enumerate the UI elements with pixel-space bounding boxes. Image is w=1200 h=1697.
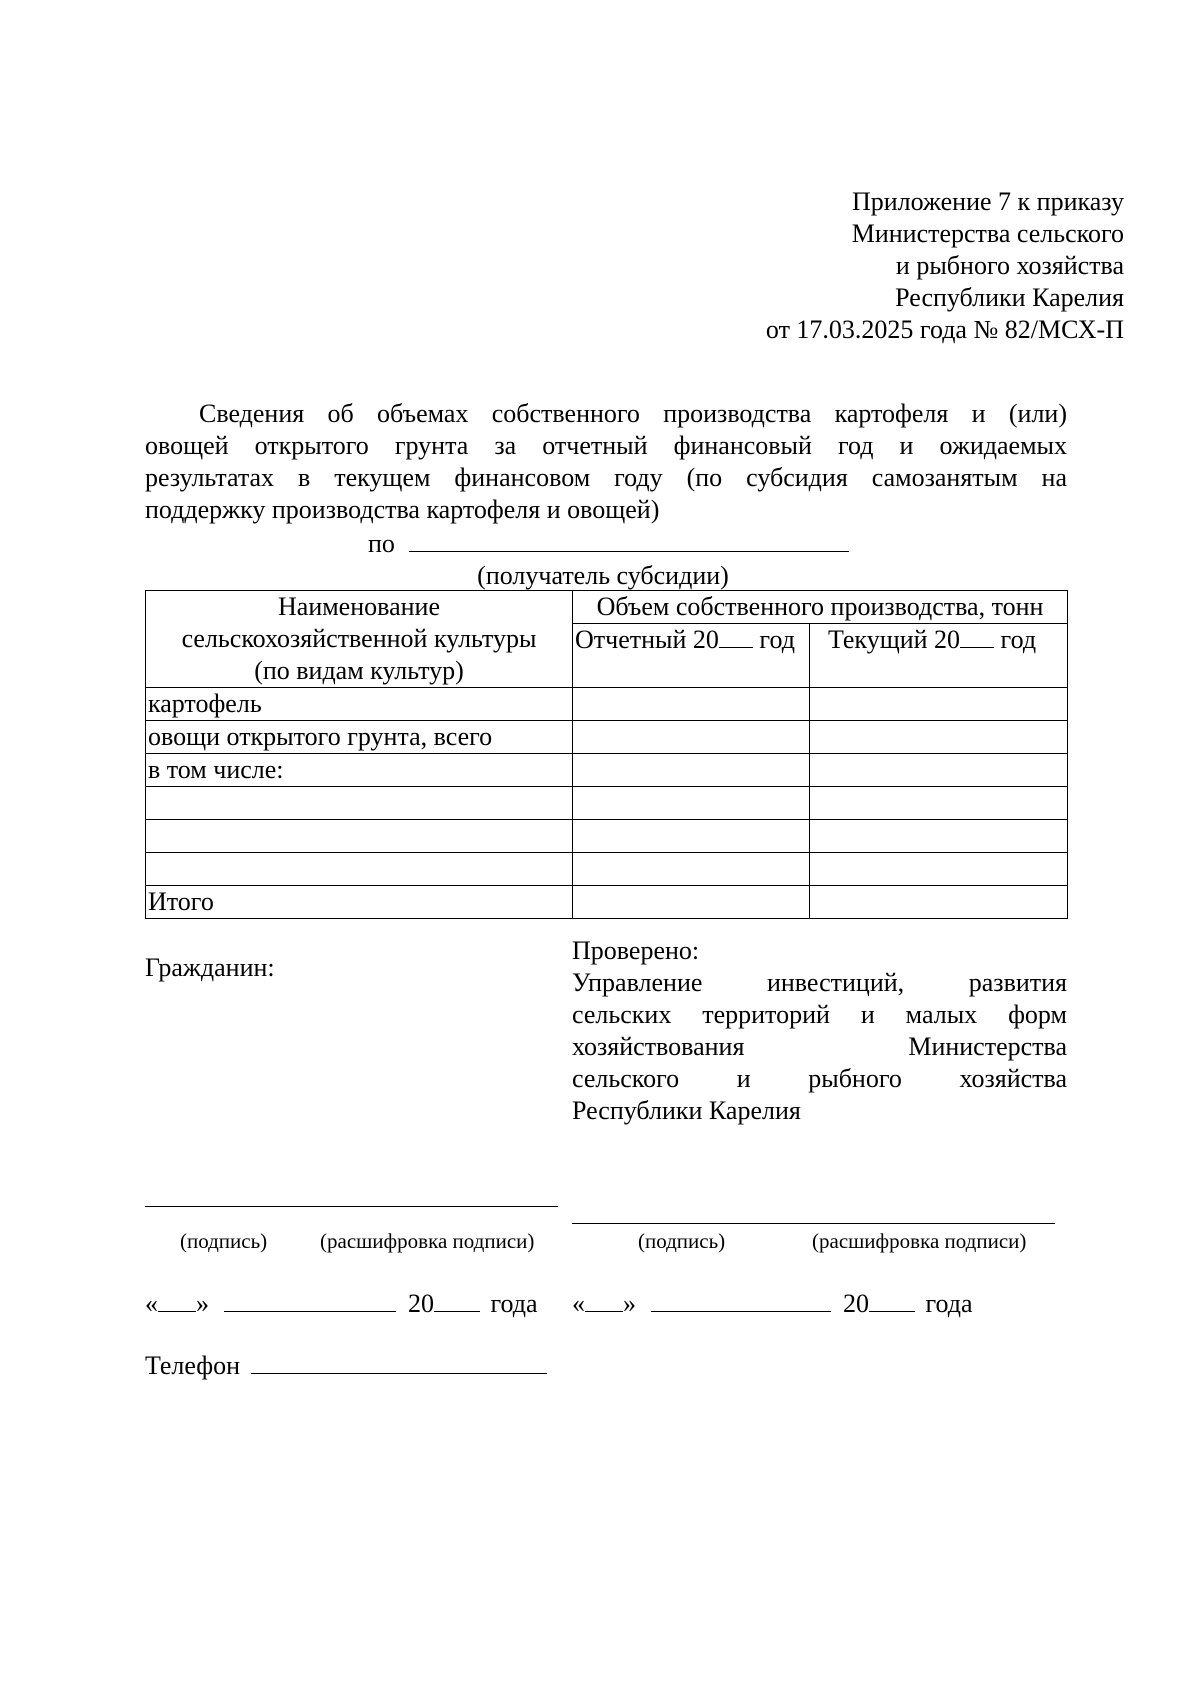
verified-line: хозяйствования Министерства bbox=[572, 1032, 1067, 1061]
table-row bbox=[146, 787, 1068, 820]
row-label[interactable] bbox=[146, 820, 573, 853]
row-label[interactable] bbox=[146, 853, 573, 886]
verifier-decoding-caption: (расшифровка подписи) bbox=[812, 1229, 1027, 1253]
title-line: овощей открытого грунта за отчетный финансовый год и ожидаемых bbox=[145, 431, 1067, 460]
reporting-cell[interactable] bbox=[573, 886, 810, 919]
header-line: и рыбного хозяйства bbox=[895, 251, 1124, 280]
table-row bbox=[146, 721, 1068, 754]
title-line: поддержку производства картофеля и овощей) bbox=[145, 495, 660, 524]
citizen-label: Гражданин: bbox=[145, 953, 275, 982]
verified-label: Проверено: bbox=[572, 936, 700, 965]
row-label: в том числе: bbox=[146, 754, 573, 787]
month-input[interactable] bbox=[651, 1289, 831, 1312]
citizen-signature-caption: (подпись) bbox=[180, 1229, 268, 1253]
table-row bbox=[146, 754, 1068, 787]
verifier-signature-caption: (подпись) bbox=[638, 1229, 726, 1253]
header-line: Приложение 7 к приказу bbox=[851, 187, 1124, 216]
citizen-date: « » 20 года bbox=[145, 1289, 538, 1318]
production-table bbox=[145, 590, 1068, 919]
citizen-decoding-caption: (расшифровка подписи) bbox=[320, 1229, 535, 1253]
header-line: Министерства сельского bbox=[851, 219, 1124, 248]
header-line: Республики Карелия bbox=[895, 283, 1124, 312]
current-year-input[interactable] bbox=[960, 625, 994, 648]
document-title bbox=[145, 398, 1067, 526]
reporting-year-input[interactable] bbox=[719, 625, 753, 648]
title-line: результатах в текущем финансовом году (по субсидия самозанятым на bbox=[145, 463, 1067, 492]
day-input[interactable] bbox=[158, 1289, 196, 1312]
citizen-signature-line[interactable] bbox=[145, 1206, 558, 1207]
year-input[interactable] bbox=[434, 1289, 480, 1312]
verified-line: Управление инвестиций, развития bbox=[572, 968, 1067, 997]
header-block bbox=[524, 186, 1124, 346]
reporting-cell[interactable] bbox=[573, 688, 810, 721]
verifier-signature-line[interactable] bbox=[572, 1223, 1055, 1224]
table-row bbox=[146, 820, 1068, 853]
phone-line bbox=[145, 1350, 547, 1382]
table-row bbox=[146, 688, 1068, 721]
recipient-line bbox=[368, 528, 868, 560]
phone-input[interactable] bbox=[251, 1351, 547, 1374]
current-year-header: Текущий 20 год bbox=[810, 624, 1068, 688]
recipient-prefix: по bbox=[368, 529, 395, 558]
recipient-input[interactable] bbox=[409, 529, 849, 552]
row-label[interactable] bbox=[146, 787, 573, 820]
reporting-cell[interactable] bbox=[573, 721, 810, 754]
row-label: картофель bbox=[146, 688, 573, 721]
verified-line: сельского и рыбного хозяйства bbox=[572, 1064, 1067, 1093]
verified-line: Республики Карелия bbox=[572, 1096, 801, 1125]
current-cell[interactable] bbox=[810, 886, 1068, 919]
month-input[interactable] bbox=[224, 1289, 396, 1312]
reporting-cell[interactable] bbox=[573, 853, 810, 886]
reporting-cell[interactable] bbox=[573, 820, 810, 853]
phone-label: Телефон bbox=[145, 1351, 241, 1380]
current-cell[interactable] bbox=[810, 754, 1068, 787]
verified-line: сельских территорий и малых форм bbox=[572, 1000, 1067, 1029]
current-cell[interactable] bbox=[810, 853, 1068, 886]
row-label: Итого bbox=[146, 886, 573, 919]
verifier-date: « » 20 года bbox=[572, 1289, 973, 1318]
culture-header: Наименование сельскохозяйственной культуры (по видам культур) bbox=[146, 591, 573, 688]
table-row-total bbox=[146, 886, 1068, 919]
current-cell[interactable] bbox=[810, 721, 1068, 754]
row-label: овощи открытого грунта, всего bbox=[146, 721, 573, 754]
reporting-year-header: Отчетный 20 год bbox=[573, 624, 810, 688]
current-cell[interactable] bbox=[810, 787, 1068, 820]
verified-block bbox=[572, 935, 1067, 1127]
reporting-cell[interactable] bbox=[573, 787, 810, 820]
volume-header: Объем собственного производства, тонн bbox=[573, 591, 1068, 624]
table-row bbox=[146, 853, 1068, 886]
recipient-caption: (получатель субсидии) bbox=[477, 561, 729, 590]
year-input[interactable] bbox=[869, 1289, 915, 1312]
reporting-cell[interactable] bbox=[573, 754, 810, 787]
day-input[interactable] bbox=[585, 1289, 623, 1312]
title-line: Сведения об объемах собственного производства картофеля и (или) bbox=[199, 399, 1067, 428]
current-cell[interactable] bbox=[810, 688, 1068, 721]
current-cell[interactable] bbox=[810, 820, 1068, 853]
header-line: от 17.03.2025 года № 82/МСХ-П bbox=[765, 315, 1124, 344]
